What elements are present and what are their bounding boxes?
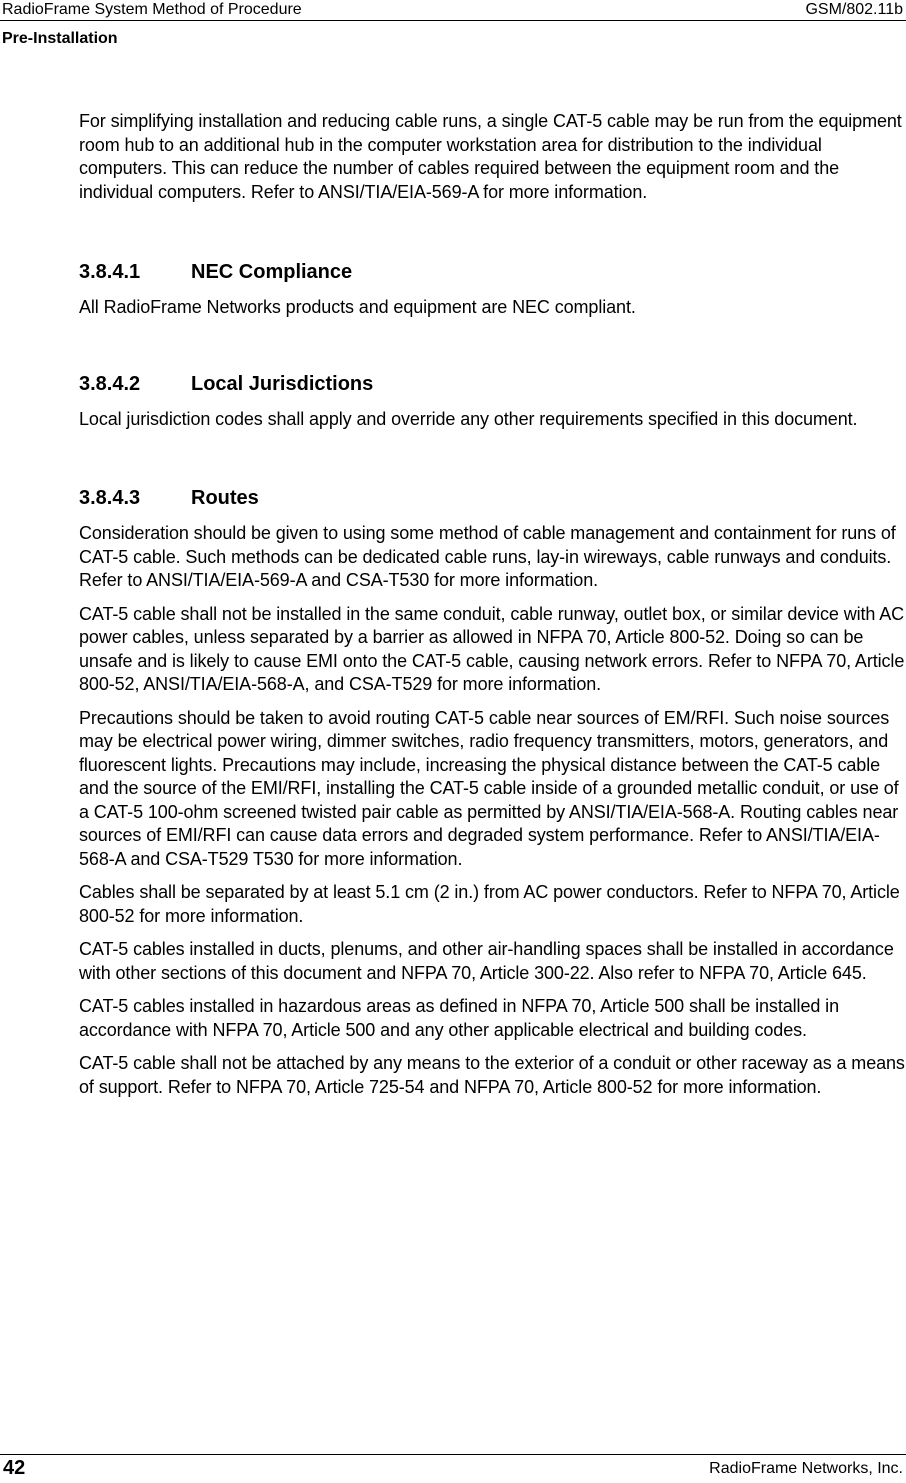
section-number: 3.8.4.3 xyxy=(79,487,141,509)
section-paragraph: All RadioFrame Networks products and equipment are NEC compliant. xyxy=(79,297,636,317)
document-title: RadioFrame System Method of Procedure xyxy=(2,1,302,18)
section-paragraph: Consideration should be given to using some method of cable management and containment for runs of CAT-5 cable. Such methods can be dedicated cable runs, lay-in wireways, cable runways and conduits. Refer to ANSI/TIA/EIA-569-A and CSA-T530 for more information. xyxy=(79,523,896,590)
section-title: NEC Compliance xyxy=(191,261,353,283)
intro-paragraph: For simplifying installation and reducing cable runs, a single CAT-5 cable may be run from the equipment room hub to an additional hub in the computer workstation area for distribution to the individual computers. This can reduce the number of cables required between the equipment room and the individual computers. Refer to ANSI/TIA/EIA-569-A for more information. xyxy=(79,111,902,202)
section-paragraph: Precautions should be taken to avoid routing CAT-5 cable near sources of EM/RFI. Such noise sources may be electrical power wiring, dimmer switches, radio frequency transmitters, motors, generators, and fluorescent lights. Precautions may include, increasing the physical distance between the CAT-5 cable and the source of the EMI/RFI, installing the CAT-5 cable inside of a grounded metallic conduit, or use of a CAT-5 100-ohm screened twisted pair cable as permitted by ANSI/TIA/EIA-568-A. Routing cables near sources of EMI/RFI can cause data errors and degraded system performance. Refer to ANSI/TIA/EIA-568-A and CSA-T529 T530 for more information. xyxy=(79,707,899,869)
section-paragraph: CAT-5 cables installed in ducts, plenums, and other air-handling spaces shall be installed in accordance with other sections of this document and NFPA 70, Article 300-22. Also refer to NFPA 70, Article 645. xyxy=(79,939,894,983)
section-paragraph: CAT-5 cables installed in hazardous areas as defined in NFPA 70, Article 500 shall be installed in accordance with NFPA 70, Article 500 and any other applicable electrical and building codes. xyxy=(79,996,839,1040)
page-body xyxy=(79,110,906,1099)
section-paragraph: Local jurisdiction codes shall apply and override any other requirements specified in this document. xyxy=(79,408,858,429)
company-name: RadioFrame Networks, Inc. xyxy=(709,1460,903,1477)
page-number: 42 xyxy=(3,1457,26,1479)
section-number: 3.8.4.2 xyxy=(79,372,141,395)
document-system-id: GSM/802.11b xyxy=(805,1,903,18)
section-title: Routes xyxy=(191,487,259,509)
section-title: Local Jurisdictions xyxy=(191,372,374,395)
section-paragraph: CAT-5 cable shall not be attached by any means to the exterior of a conduit or other raceway as a means of support. Refer to NFPA 70, Article 725-54 and NFPA 70, Article 800-52 for more information. xyxy=(79,1053,905,1097)
page-footer xyxy=(0,1454,906,1483)
section-paragraph: Cables shall be separated by at least 5.1 cm (2 in.) from AC power conductors. Refer to NFPA 70, Article 800-52 for more information. xyxy=(79,882,900,926)
chapter-label: Pre-Installation xyxy=(2,30,118,47)
section-heading-nec-compliance xyxy=(79,258,906,286)
page-header xyxy=(0,0,906,21)
section-paragraph: CAT-5 cable shall not be installed in the same conduit, cable runway, outlet box, or similar device with AC power cables, unless separated by a barrier as allowed in NFPA 70, Article 800-52. Doing so can be unsafe and is likely to cause EMI onto the CAT-5 cable, causing network errors. Refer to NFPA 70, Article 800-52, ANSI/TIA/EIA-568-A, and CSA-T529 for more information. xyxy=(79,603,905,694)
section-heading-local-jurisdictions xyxy=(79,370,906,398)
section-heading-routes xyxy=(79,484,906,512)
section-number: 3.8.4.1 xyxy=(79,261,141,283)
